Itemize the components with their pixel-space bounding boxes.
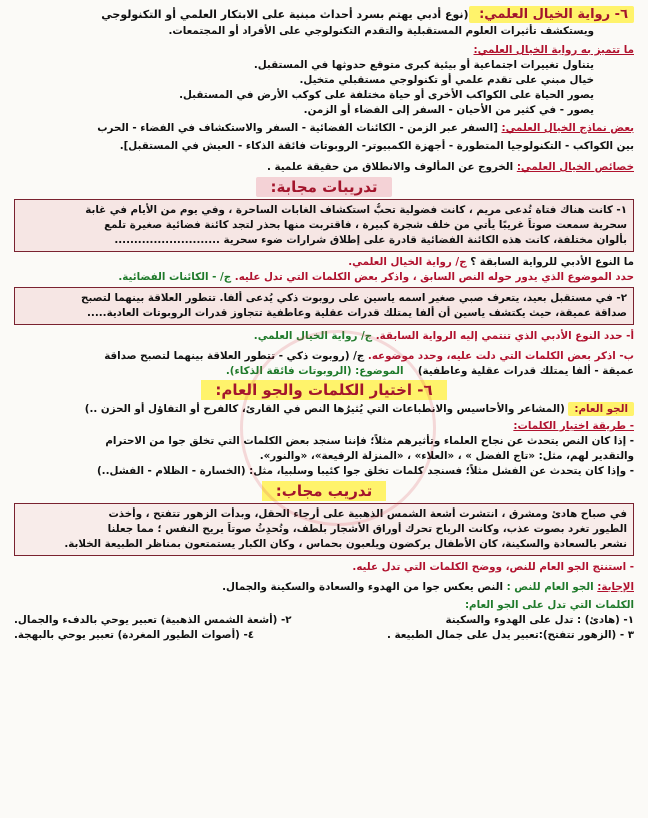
definition-line-2: ويستكشف تأثيرات العلوم المستقبلية والتقدم التكنولوجي على الأفراد أو المجتمعات. xyxy=(168,25,594,37)
list-item: - يصور - في كثير من الأحيان - السفر إلى الفضاء أو الزمن. xyxy=(14,103,594,118)
question-2-text: حدد الموضوع الذي يدور حوله النص السابق ، واذكر بعض الكلمات التي تدل عليه. xyxy=(234,271,634,283)
examples-text-1: [السفر عبر الزمن - الكائنات الفضائية - السفر والاستكشاف في الفضاء - الحرب xyxy=(97,122,498,134)
question-1-text: ما النوع الأدبي للرواية السابقة ؟ xyxy=(470,256,634,268)
traits-line xyxy=(14,160,634,175)
passage-1-line: بألوان مختلفة، كانت هذه الكائنة الفضائية قادرة على إطلاق شرارات ضوء سحرية ........................... xyxy=(114,234,627,246)
features-heading-text: ما تتميز به رواية الخيال العلمي: xyxy=(473,44,634,56)
words-row-1 xyxy=(14,613,634,628)
word-item-2: ٢- (أشعة الشمس الذهبية) تعبير يوحي بالدفء والجمال. xyxy=(14,614,292,626)
list-item: - يتناول تغييرات اجتماعية أو بيئية كبرى متوقع حدوثها في المستقبل. xyxy=(14,58,594,73)
practice-2-question-text: - استنتج الجو العام للنص، ووضح الكلمات التي تدل عليه. xyxy=(352,561,634,573)
features-list xyxy=(14,58,634,118)
word-item-3: ٣ - (الزهور تتفتح):تعبير يدل على جمال الطبيعة . xyxy=(386,629,634,641)
words-heading-text: الكلمات التي تدل على الجو العام: xyxy=(464,599,634,611)
method-line-2: والتقدير لهم، مثل: «تاج الفضل » ، «العلاء» ، «المنزلة الرفيعة»، «والنور». xyxy=(259,450,634,462)
practice-1-banner xyxy=(14,177,634,197)
words-heading xyxy=(14,598,634,613)
passage-2-box xyxy=(14,287,634,325)
question-3-text: أ- حدد النوع الأدبي الذي تنتمي إليه الرواية السابقة. xyxy=(375,330,634,342)
passage-1-line: سحرية سمعت صوتاً غريبًا يأتي من خلف شجرة كبيرة ، فاقتربت منها بحذر لتجد كائنة فضائية صغيرة تلمع xyxy=(104,219,627,231)
section-number: ٦- xyxy=(614,7,628,22)
passage-2-line: ٢- في مستقبل بعيد، يتعرف صبي صغير اسمه ياسين على روبوت ذكي يُدعى ألفا. تتطور العلاقة بينهما لتصبح xyxy=(81,292,627,304)
mood-label: الجو العام: xyxy=(568,402,634,416)
section-6-header xyxy=(14,6,634,24)
passage-1-line: ١- كانت هناك فتاة تُدعى مريم ، كانت فضولية تحبُّ استكشاف الغابات الساحرة ، وفي يوم من الأيام في غابة xyxy=(85,204,627,216)
list-item: - خيال مبني على تقدم علمي أو تكنولوجي مستقبلي متخيل. xyxy=(14,73,594,88)
answer-mood-label: الجو العام للنص : xyxy=(506,581,594,593)
question-1 xyxy=(14,255,634,270)
question-4-text: ب- اذكر بعض الكلمات التي دلت عليه، وحدد موضوعه. xyxy=(367,350,634,362)
answer-label: الإجابة: xyxy=(597,581,634,593)
word-item-1: ١- (هادئ) : تدل على الهدوء والسكينة xyxy=(445,614,634,626)
examples-line-1 xyxy=(14,121,634,136)
traits-heading: خصائص الخيال العلمي: xyxy=(516,161,634,173)
answer-4-text: عميقة - ألفا يمتلك قدرات عقلية وعاطفية) xyxy=(417,365,634,377)
examples-heading: بعض نماذج الخيال العلمي: xyxy=(501,122,634,134)
answer-2: ج/ - الكائنات الفضائية. xyxy=(118,271,232,283)
method-line-1: - إذا كان النص يتحدث عن نجاح العلماء وتأثيرهم مثلاً؛ فإننا سنجد بعض الكلمات التي تخلق جوا من الاحترام xyxy=(105,435,634,447)
words-row-2 xyxy=(14,628,634,643)
answer-4-topic-label: الموضوع: xyxy=(355,365,404,377)
method-line-3: - وإذا كان يتحدث عن الفشل مثلاً؛ فسنجد كلمات تخلق جوا كئيبا وسلبيا، مثل: (الخسارة - الظلام - الفشل..) xyxy=(96,465,634,477)
practice-2-answer xyxy=(14,580,634,595)
practice-2-banner-text: تدريب مجاب: xyxy=(262,481,386,501)
answer-3: ج/ رواية الخيال العلمي. xyxy=(253,330,373,342)
passage-3-line: الطيور تغرد بصوت عذب، وكانت الرياح تحرك أوراق الأشجار بلطف، وتُحدِثُ صوتاً يريح النفس ؛ مما جعلنا xyxy=(107,523,627,535)
answer-mood-text: النص يعكس جوا من الهدوء والسعادة والسكينة والجمال. xyxy=(222,581,503,593)
answer-4-topic: (الروبوتات فائقة الذكاء). xyxy=(225,365,352,377)
section-title xyxy=(469,6,634,23)
answer-4-line-1: ج/ (روبوت ذكي - تتطور العلاقة بينهما لتصبح صداقة xyxy=(104,350,365,362)
examples-line-2: بين الكواكب - التكنولوجيا المتطورة - أجهزة الكمبيوتر- الروبوتات فائقة الذكاء - العيش في المستقبل]. xyxy=(119,140,634,152)
definition-line-1: (نوع أدبي يهتم بسرد أحداث مبنية على الابتكار العلمي أو التكنولوجي xyxy=(101,8,469,21)
mood-text: (المشاعر والأحاسيس والانطباعات التي يُثيرُها النص في القارئ، كالفرح أو التفاؤل أو الحزن ..) xyxy=(84,403,565,415)
passage-1-box xyxy=(14,199,634,252)
passage-3-line: نشعر بالسعادة والسكينة، كان الأطفال يركضون ويلعبون بحماس ، وكان الكبار يستمتعون بمناظر الطبيعة الخلابة. xyxy=(64,538,627,550)
word-item-4: ٤- (أصوات الطيور المغردة) تعبير يوحي بالبهجة. xyxy=(14,629,255,641)
method-heading-text: - طريقة اختيار الكلمات: xyxy=(513,420,634,432)
traits-text: الخروج عن المألوف والانطلاق من حقيقة علمية . xyxy=(266,161,514,173)
practice-1-banner-text: تدريبات مجابة: xyxy=(256,177,391,197)
question-2 xyxy=(14,270,634,285)
passage-3-line: في صباح هادئ ومشرق ، انتشرت أشعة الشمس الذهبية على أرجاء الحقل، وبدأت الزهور تتفتح ، وأخذت xyxy=(108,508,627,520)
features-heading xyxy=(14,43,634,58)
passage-2-line: صداقة عميقة، حيث يكتشف ياسين أن ألفا يمتلك قدرات عقلية وعاطفية تتجاوز قدرات الروبوتات العادية..... xyxy=(87,307,627,319)
practice-2-question xyxy=(14,560,634,575)
section-6b-banner-text: ٦- اختيار الكلمات والجو العام: xyxy=(201,380,446,400)
list-item: - يصور الحياة على الكواكب الأخرى أو حياة مختلفة على كوكب الأرض في المستقبل. xyxy=(14,88,594,103)
section-title-text: رواية الخيال العلمي: xyxy=(479,7,611,22)
answer-1: ج/ رواية الخيال العلمي. xyxy=(348,256,467,268)
